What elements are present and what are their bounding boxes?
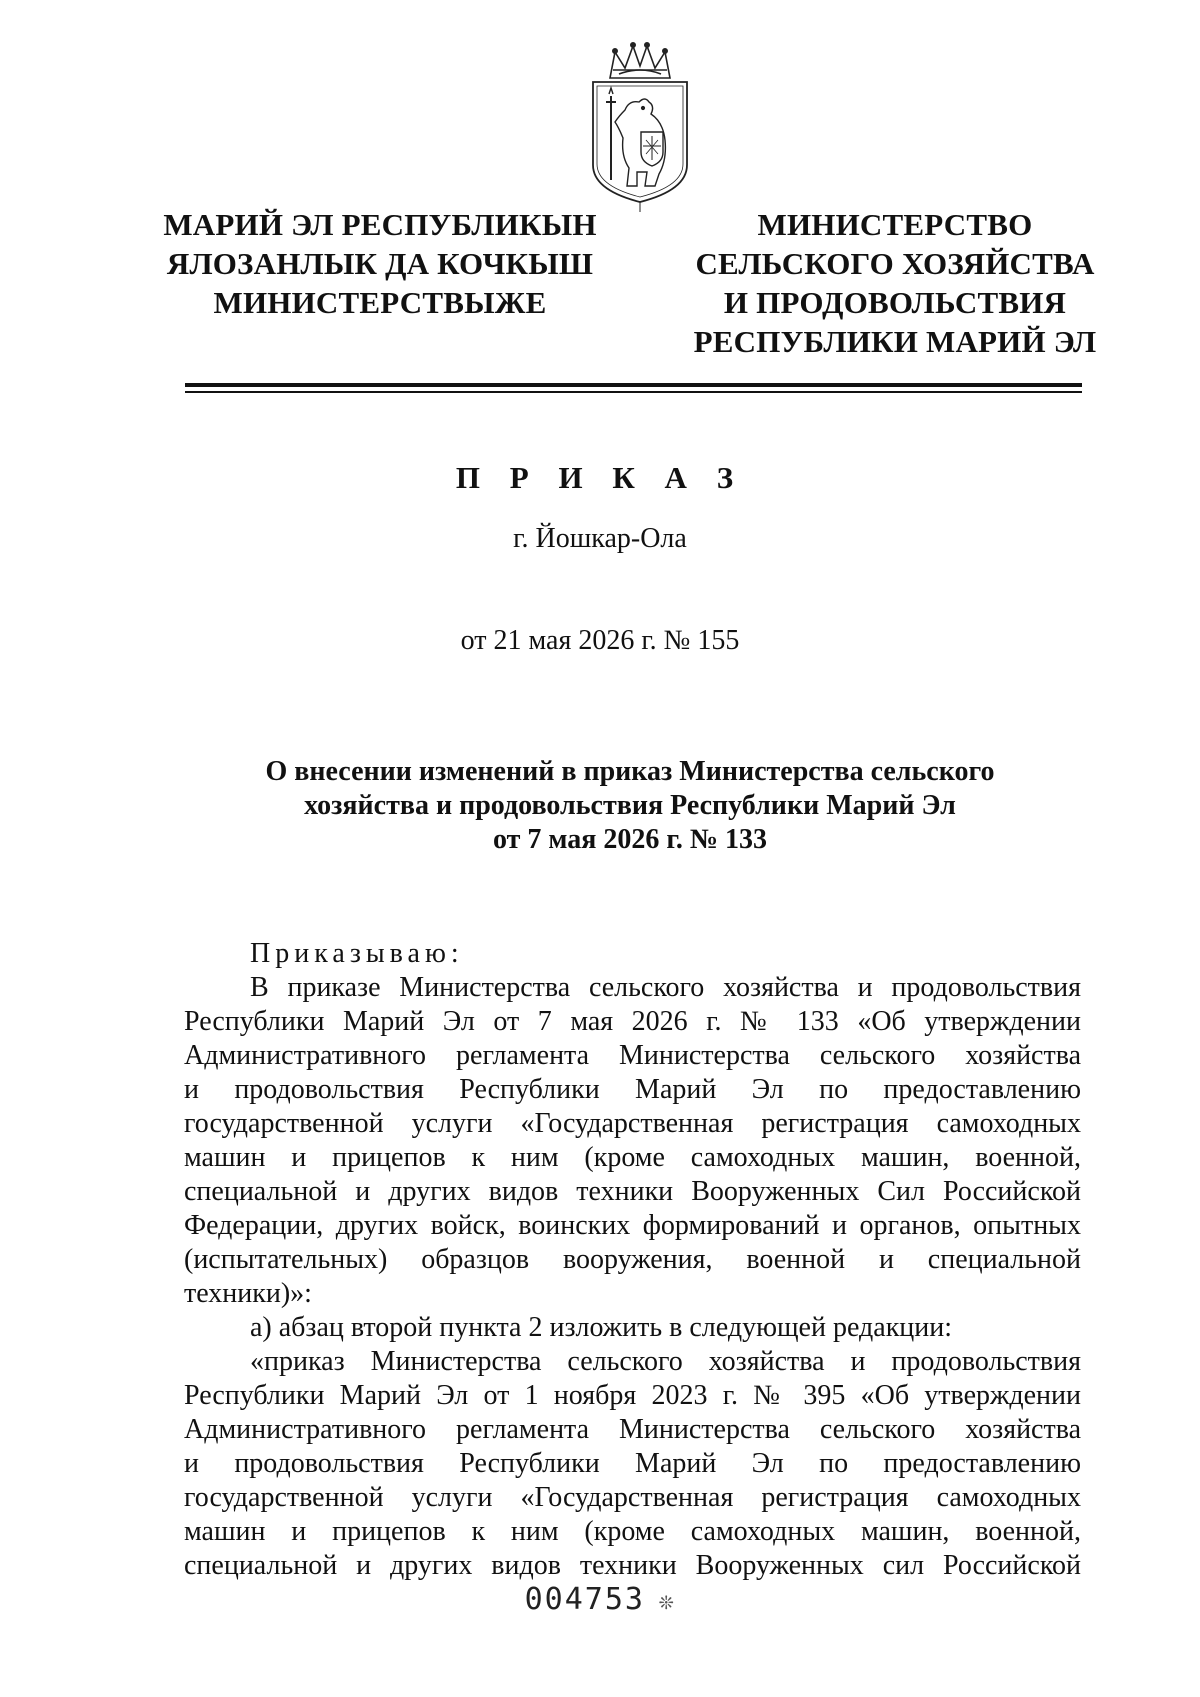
header-right-line: МИНИСТЕРСТВО [757, 207, 1033, 242]
body-line: и продовольствия Республики Марий Эл по предоставлению [184, 1448, 1081, 1479]
header-left-line: ЯЛОЗАНЛЫК ДА КОЧКЫШ [166, 246, 594, 281]
asterisk-mark-icon: ❊ [658, 1587, 676, 1615]
crown-icon [610, 43, 670, 78]
body-line: специальной и других видов техники Вооруженных сил Российской [184, 1550, 1081, 1581]
body-line: машин и прицепов к ним (кроме самоходных машин, военной, [184, 1142, 1081, 1173]
body-line: машин и прицепов к ним (кроме самоходных машин, военной, [184, 1516, 1081, 1547]
body-line: государственной услуги «Государственная регистрация самоходных [184, 1108, 1081, 1139]
body-line: Республики Марий Эл от 7 мая 2026 г. № 133 «Об утверждении [184, 1006, 1081, 1037]
body-line: а) абзац второй пункта 2 изложить в следующей редакции: [250, 1312, 953, 1343]
body-line: Федерации, других войск, воинских формирований и органов, опытных [184, 1210, 1081, 1241]
body-line: Приказываю: [250, 938, 464, 969]
header-russian-lines [660, 205, 1130, 361]
header-divider-thin [185, 391, 1082, 393]
header-right-line: СЕЛЬСКОГО ХОЗЯЙСТВА [695, 246, 1095, 281]
subject-line: хозяйства и продовольствия Республики Марий Эл [304, 790, 956, 821]
header-left-line: МИНИСТЕРСТВЫЖЕ [213, 285, 547, 320]
body-line: Республики Марий Эл от 1 ноября 2023 г. № 395 «Об утверждении [184, 1380, 1081, 1411]
document-type-title: П Р И К А З [455, 460, 745, 495]
header-divider-thick [185, 383, 1082, 387]
document-subject [190, 755, 1070, 857]
document-body [184, 937, 1081, 1583]
header-mari-lines [150, 205, 610, 322]
header-right-line: И ПРОДОВОЛЬСТВИЯ [723, 285, 1067, 320]
body-line: «приказ Министерства сельского хозяйства и продовольствия [250, 1346, 1081, 1377]
header-right-line: РЕСПУБЛИКИ МАРИЙ ЭЛ [693, 324, 1097, 359]
coat-of-arms-emblem [585, 40, 695, 215]
header-left-line: МАРИЙ ЭЛ РЕСПУБЛИКЫН [163, 207, 597, 242]
body-line: Административного регламента Министерства сельского хозяйства [184, 1040, 1081, 1071]
form-serial-number [0, 1582, 1200, 1617]
body-line: Административного регламента Министерства сельского хозяйства [184, 1414, 1081, 1445]
body-line: специальной и других видов техники Вооруженных Сил Российской [184, 1176, 1081, 1207]
body-line: (испытательных) образцов вооружения, военной и специальной [184, 1244, 1081, 1275]
document-date-number: от 21 мая 2026 г. № 155 [460, 625, 740, 656]
document-city: г. Йошкар-Ола [513, 523, 687, 554]
bear-icon [606, 88, 665, 186]
body-line: В приказе Министерства сельского хозяйства и продовольствия [250, 972, 1081, 1003]
body-line: техники)»: [184, 1278, 312, 1309]
subject-line: от 7 мая 2026 г. № 133 [492, 824, 768, 855]
body-line: и продовольствия Республики Марий Эл по предоставлению [184, 1074, 1081, 1105]
subject-line: О внесении изменений в приказ Министерства сельского [265, 756, 995, 787]
serial-number-text: 004753 [524, 1582, 645, 1617]
body-line: государственной услуги «Государственная регистрация самоходных [184, 1482, 1081, 1513]
